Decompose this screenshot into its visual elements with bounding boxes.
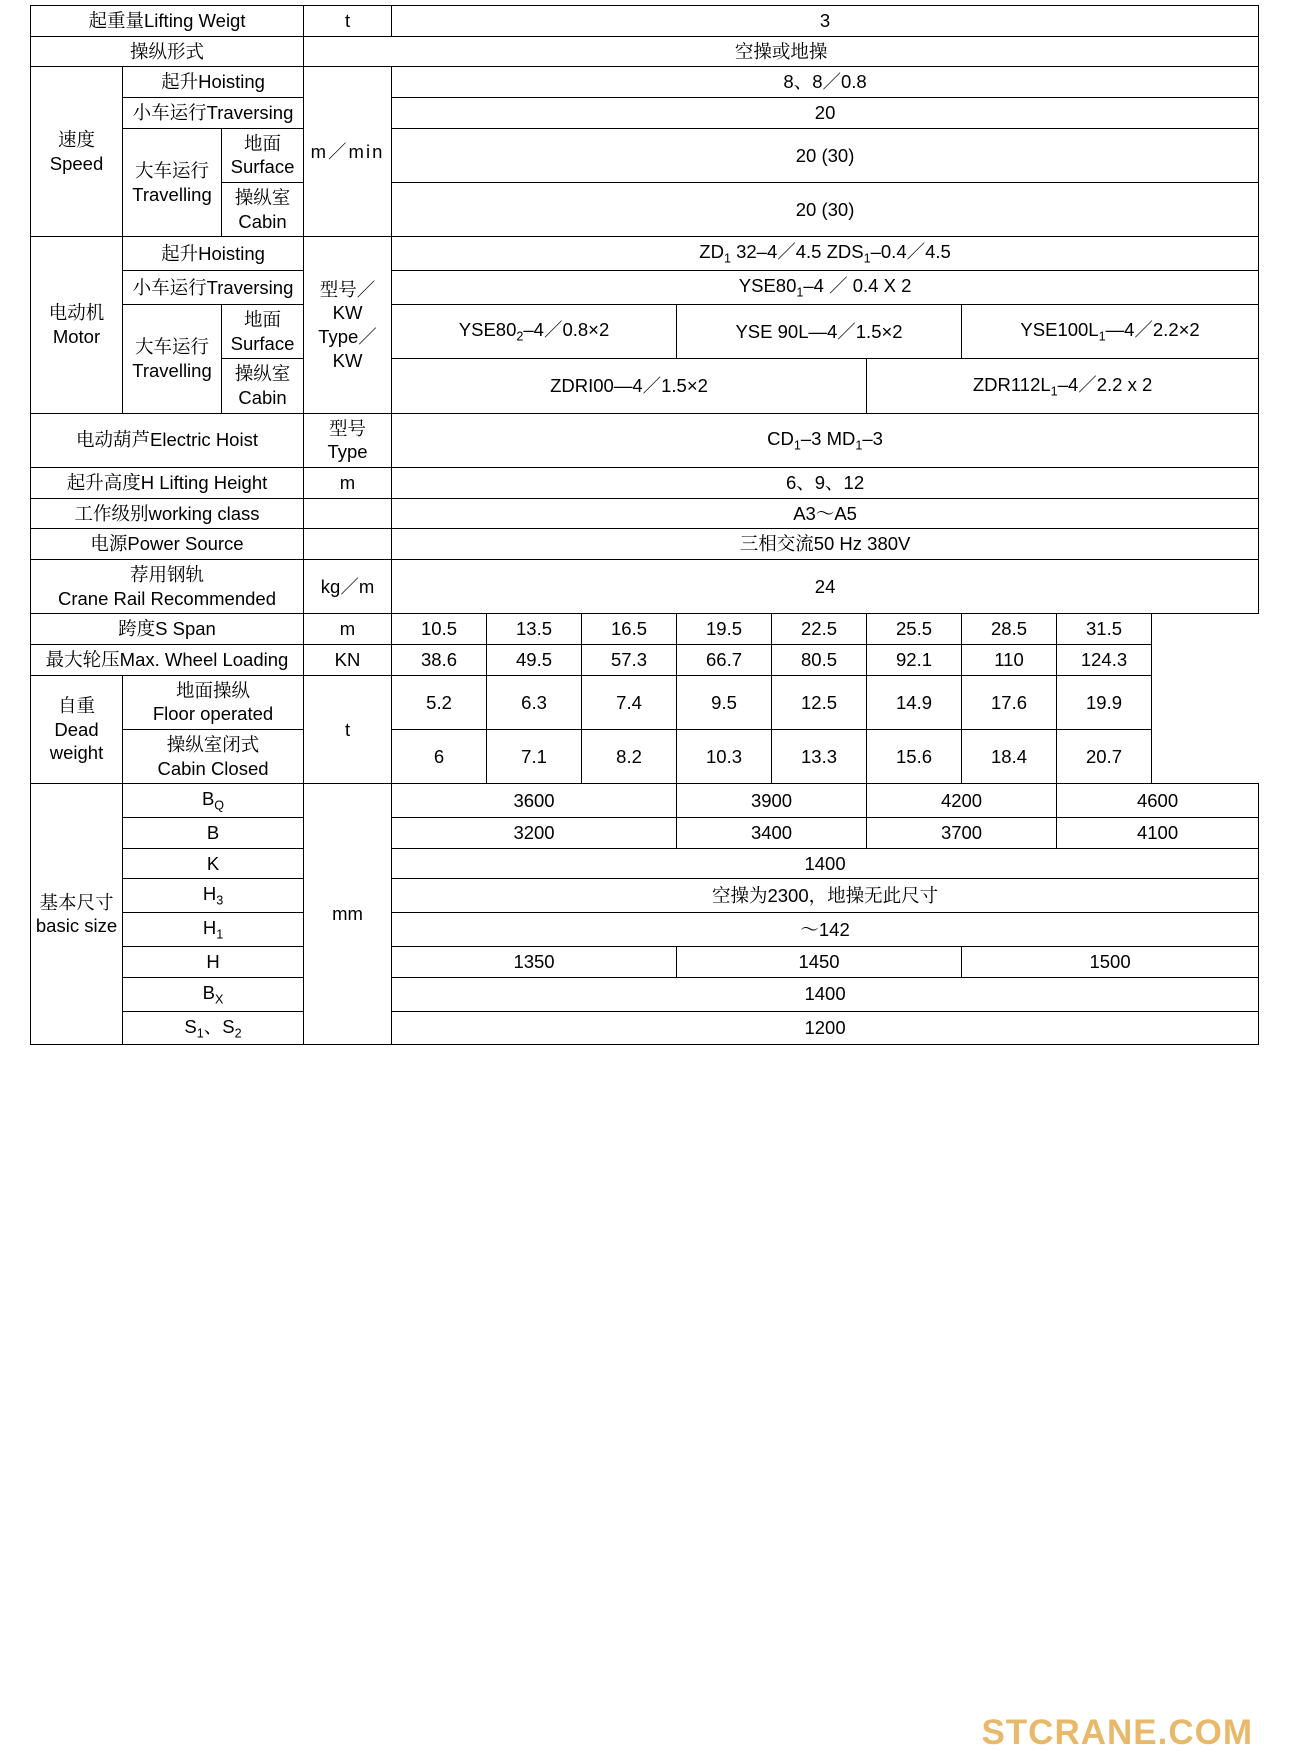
cabin-closed-value: 15.6 [867,730,962,784]
cabin-closed-label-en: Cabin Closed [157,757,269,779]
table-row [31,947,1259,978]
speed-traversing-value: 20 [392,98,1259,129]
motor-travelling-label-en: Travelling [132,359,212,381]
speed-surface-value: 20 (30) [392,128,1259,182]
motor-hoisting-value-b: 1 [723,252,731,267]
wheel-loading-value: 57.3 [582,645,677,676]
table-row [31,128,1259,182]
floor-operated-label-cn: 地面操纵 [176,679,251,701]
wheel-loading-value: 38.6 [392,645,487,676]
floor-operated-value: 7.4 [582,675,677,729]
motor-cabin-v2-c: –4／2.2 x 2 [1057,373,1153,395]
cabin-closed-value: 7.1 [487,730,582,784]
dead-weight-label [31,675,123,784]
surface-label-en: Surface [230,156,295,178]
motor-cabin-value-2 [867,359,1259,413]
working-class-unit [304,498,392,529]
bx-value: 1400 [392,977,1259,1011]
motor-cabin-label-cn: 操纵室 [234,363,291,385]
motor-label-cn: 电动机 [48,302,105,324]
cabin-closed-value: 20.7 [1057,730,1152,784]
table-row [31,413,1259,467]
floor-operated-value: 19.9 [1057,675,1152,729]
motor-hoisting-value-d: 1 [863,252,871,267]
wheel-loading-value: 124.3 [1057,645,1152,676]
motor-surface-label-cn: 地面 [244,308,282,330]
table-row [31,848,1259,879]
cabin-label-en: Cabin [238,210,287,232]
motor-hoisting-value-a: ZD [699,241,724,263]
wheel-loading-value: 49.5 [487,645,582,676]
span-value: 16.5 [582,614,677,645]
h-value: 1500 [962,947,1259,978]
control-type-label: 操纵形式 [31,36,304,67]
floor-operated-value: 12.5 [772,675,867,729]
s12-label-d: 2 [234,1026,242,1041]
table-row [31,879,1259,913]
h3-label-a: H [202,883,217,905]
table-row [31,6,1259,37]
motor-traversing-value-a: YSE80 [738,275,797,297]
lifting-height-value: 6、9、12 [392,467,1259,498]
hoist-value-a: CD [767,427,794,449]
motor-traversing-label: 小车运行Traversing [123,271,304,305]
table-row [31,98,1259,129]
motor-unit [304,237,392,413]
h1-label-a: H [202,917,217,939]
motor-surface-v1-c: –4／0.8×2 [523,319,610,341]
wheel-loading-value: 110 [962,645,1057,676]
table-row [31,730,1259,784]
table-row [31,237,1259,271]
cabin-closed-value: 8.2 [582,730,677,784]
speed-travelling-label [123,128,222,237]
motor-hoisting-value-e: –0.4／4.5 [870,241,951,263]
floor-operated-label-en: Floor operated [152,703,274,725]
table-row [31,977,1259,1011]
cabin-closed-value: 10.3 [677,730,772,784]
wheel-loading-value: 80.5 [772,645,867,676]
crane-rail-label-en: Crane Rail Recommended [58,587,276,609]
span-value: 10.5 [392,614,487,645]
basic-size-label [31,784,123,1045]
h1-label-b: 1 [216,927,224,942]
wheel-loading-value: 92.1 [867,645,962,676]
b-value: 4100 [1057,818,1259,849]
cabin-closed-value: 18.4 [962,730,1057,784]
lifting-weight-value: 3 [392,6,1259,37]
cabin-closed-label-cn: 操纵室闭式 [166,734,260,756]
motor-traversing-value [392,271,1259,305]
span-label: 跨度S Span [31,614,304,645]
cabin-closed-label [123,730,304,784]
hoist-value-e: –3 [862,427,883,449]
motor-hoisting-label: 起升Hoisting [123,237,304,271]
b-value: 3700 [867,818,1057,849]
motor-surface-value-1 [392,304,677,358]
hoist-value-b: 1 [793,438,801,453]
h3-label [123,879,304,913]
electric-hoist-label: 电动葫芦Electric Hoist [31,413,304,467]
motor-travelling-label-cn: 大车运行 [134,336,209,358]
b-value: 3400 [677,818,867,849]
wheel-loading-label: 最大轮压Max. Wheel Loading [31,645,304,676]
bq-value: 4600 [1057,784,1259,818]
h-value: 1350 [392,947,677,978]
span-value: 13.5 [487,614,582,645]
s12-label-b: 1 [196,1026,204,1041]
motor-traversing-value-c: –4 ／ 0.4 X 2 [803,275,912,297]
lifting-height-label: 起升高度H Lifting Height [31,467,304,498]
speed-cabin-label [222,183,304,237]
speed-cabin-value: 20 (30) [392,183,1259,237]
power-source-value: 三相交流50 Hz 380V [392,529,1259,560]
wheel-loading-value: 66.7 [677,645,772,676]
floor-operated-value: 6.3 [487,675,582,729]
b-label: B [123,818,304,849]
motor-unit-line1: 型号／ [319,278,376,300]
motor-travelling-label [123,304,222,413]
control-type-value: 空操或地操 [304,36,1259,67]
span-value: 22.5 [772,614,867,645]
motor-label [31,237,123,413]
cabin-closed-value: 6 [392,730,487,784]
motor-surface-label [222,304,304,358]
hoist-value-c: –3 MD [800,427,856,449]
table-row [31,913,1259,947]
speed-label-cn: 速度 [57,129,95,151]
motor-surface-v3-b: 1 [1098,329,1106,344]
basic-size-unit: mm [304,784,392,1045]
motor-cabin-value-1: ZDRI00—4／1.5×2 [392,359,867,413]
b-value: 3200 [392,818,677,849]
motor-surface-value-3 [962,304,1259,358]
table-row [31,614,1259,645]
bq-value: 4200 [867,784,1057,818]
speed-surface-label [222,128,304,182]
table-row [31,645,1259,676]
speed-hoisting-value: 8、8／0.8 [392,67,1259,98]
surface-label-cn: 地面 [244,132,282,154]
working-class-value: A3～A5 [392,498,1259,529]
motor-surface-value-2: YSE 90L—4／1.5×2 [677,304,962,358]
speed-unit: m／min [304,67,392,237]
power-source-unit [304,529,392,560]
h-value: 1450 [677,947,962,978]
span-unit: m [304,614,392,645]
motor-hoisting-value-c: 32–4／4.5 ZDS [730,241,864,263]
speed-traversing-label: 小车运行Traversing [123,98,304,129]
k-label: K [123,848,304,879]
electric-hoist-value [392,413,1259,467]
working-class-label: 工作级别working class [31,498,304,529]
crane-rail-unit: kg／m [304,559,392,613]
table-row [31,498,1259,529]
motor-cabin-label-en: Cabin [238,386,287,408]
electric-hoist-unit [304,413,392,467]
electric-hoist-unit-en: Type [327,441,368,463]
h1-value: ～142 [392,913,1259,947]
bx-label-b: X [214,992,224,1007]
travelling-label-en: Travelling [132,183,212,205]
speed-label [31,67,123,237]
motor-cabin-v2-b: 1 [1050,384,1058,399]
motor-traversing-value-b: 1 [796,285,804,300]
h3-value: 空操为2300，地操无此尺寸 [392,879,1259,913]
bq-label-a: B [201,788,215,810]
crane-spec-table [30,5,1259,1045]
span-value: 31.5 [1057,614,1152,645]
dead-weight-label-en2: weight [49,742,104,764]
motor-unit-line2: KW [332,302,363,324]
h-label: H [123,947,304,978]
speed-hoisting-label: 起升Hoisting [123,67,304,98]
motor-cabin-v2-a: ZDR112L [972,373,1051,395]
site-watermark: STCRANE.COM [981,1713,1253,1752]
hoist-value-d: 1 [855,438,863,453]
s12-label-c: 、S [203,1015,235,1037]
basic-size-label-cn: 基本尺寸 [39,891,114,913]
basic-size-label-en: basic size [35,915,118,937]
floor-operated-label [123,675,304,729]
motor-label-en: Motor [52,326,101,347]
motor-surface-v3-c: —4／2.2×2 [1105,319,1200,341]
motor-hoisting-value [392,237,1259,271]
s12-label [123,1011,304,1045]
floor-operated-value: 9.5 [677,675,772,729]
cabin-closed-value: 13.3 [772,730,867,784]
table-row [31,818,1259,849]
dead-weight-unit: t [304,675,392,784]
motor-cabin-label [222,359,304,413]
bq-label [123,784,304,818]
lifting-weight-label: 起重量Lifting Weigt [31,6,304,37]
dead-weight-label-cn: 自重 [57,695,95,716]
power-source-label: 电源Power Source [31,529,304,560]
motor-surface-v1-a: YSE80 [458,319,517,341]
crane-rail-label-cn: 荐用钢轨 [130,563,205,585]
table-row [31,67,1259,98]
h1-label [123,913,304,947]
span-value: 25.5 [867,614,962,645]
motor-surface-label-en: Surface [230,332,295,354]
table-row [31,467,1259,498]
electric-hoist-unit-cn: 型号 [329,417,367,439]
cabin-label-cn: 操纵室 [234,187,291,209]
floor-operated-value: 17.6 [962,675,1057,729]
table-row [31,36,1259,67]
crane-rail-label [31,559,304,613]
s12-value: 1200 [392,1011,1259,1045]
table-row [31,784,1259,818]
bx-label-a: B [202,981,215,1003]
floor-operated-value: 14.9 [867,675,962,729]
travelling-label-cn: 大车运行 [134,159,209,181]
floor-operated-value: 5.2 [392,675,487,729]
dead-weight-label-en1: Dead [54,718,99,740]
motor-surface-v1-b: 2 [516,329,524,344]
table-row [31,271,1259,305]
crane-rail-value: 24 [392,559,1259,613]
table-row [31,529,1259,560]
s12-label-a: S [184,1015,197,1037]
table-row [31,304,1259,358]
motor-surface-v3-a: YSE100L [1020,319,1099,341]
bq-label-b: Q [214,799,225,814]
table-row [31,559,1259,613]
lifting-height-unit: m [304,467,392,498]
bx-label [123,977,304,1011]
lifting-weight-unit: t [304,6,392,37]
h3-label-b: 3 [216,894,224,909]
motor-unit-line3: Type／ [318,326,377,347]
table-row [31,675,1259,729]
motor-unit-line4: KW [332,349,363,371]
span-value: 19.5 [677,614,772,645]
table-row [31,1011,1259,1045]
bq-value: 3600 [392,784,677,818]
bq-value: 3900 [677,784,867,818]
k-value: 1400 [392,848,1259,879]
speed-label-en: Speed [49,152,104,174]
span-value: 28.5 [962,614,1057,645]
wheel-loading-unit: KN [304,645,392,676]
